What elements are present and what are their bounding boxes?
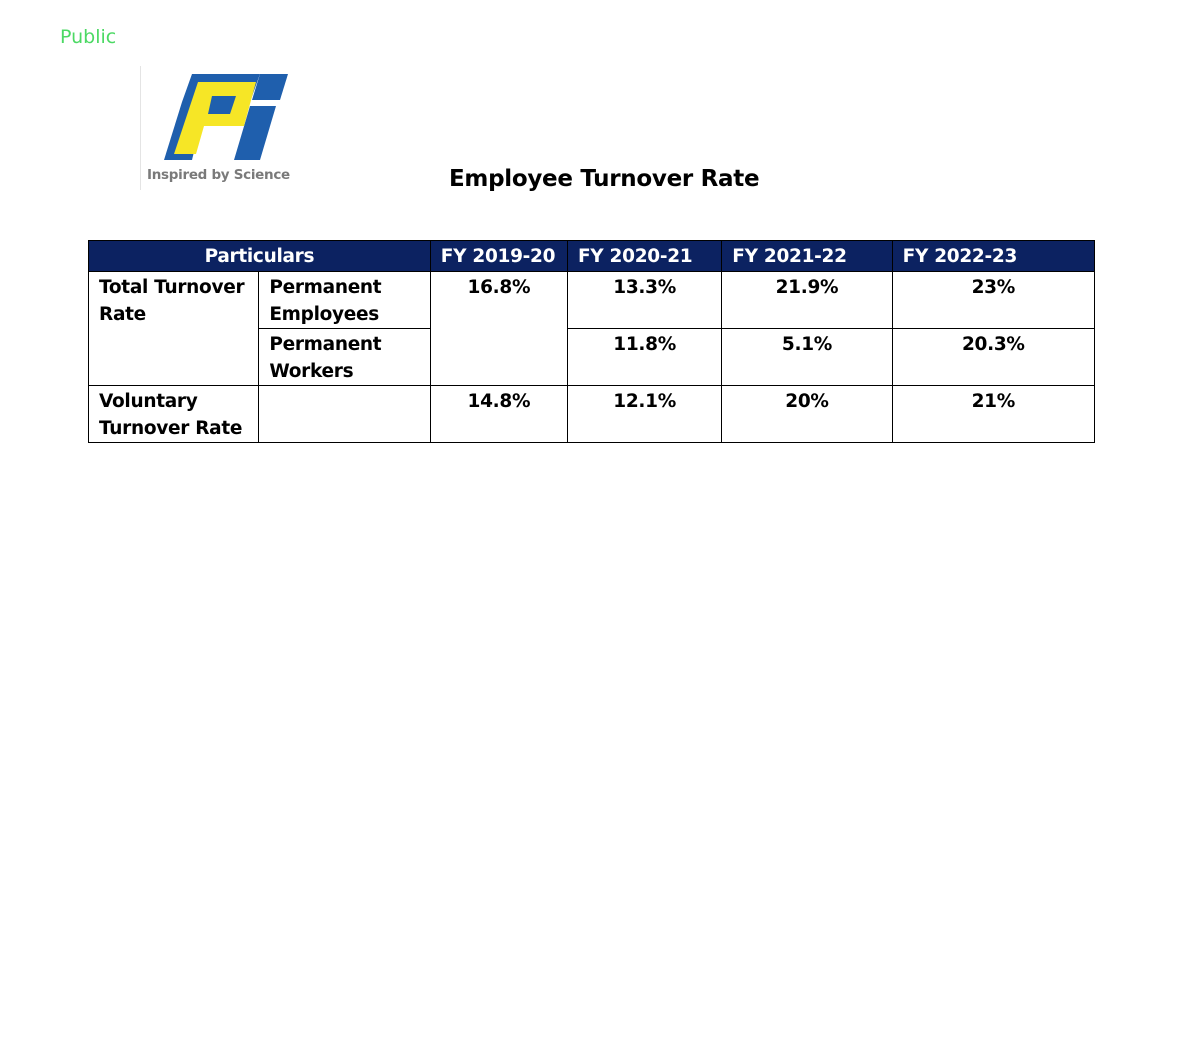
row-label-total-turnover: Total Turnover Rate <box>89 272 259 386</box>
sub-label-voluntary-empty <box>259 386 430 443</box>
company-logo <box>140 66 290 190</box>
table-header-row <box>89 241 1095 272</box>
cell-voluntary-fy-2021-22: 20% <box>722 386 892 443</box>
cell-total-fy-2019-20: 16.8% <box>430 272 567 386</box>
cell-voluntary-fy-2019-20: 14.8% <box>430 386 567 443</box>
header-particulars: Particulars <box>89 241 431 272</box>
header-fy-2020-21: FY 2020-21 <box>567 241 721 272</box>
page-title: Employee Turnover Rate <box>449 166 760 192</box>
cell-employees-fy-2022-23: 23% <box>892 272 1094 329</box>
header-fy-2019-20: FY 2019-20 <box>430 241 567 272</box>
pi-logo-icon <box>164 72 290 164</box>
sub-label-permanent-employees: Permanent Employees <box>259 272 430 329</box>
logo-divider <box>140 66 141 190</box>
classification-label: Public <box>60 26 117 48</box>
logo-tagline: Inspired by Science <box>147 167 290 183</box>
table-row-voluntary-turnover <box>89 386 1095 443</box>
cell-employees-fy-2020-21: 13.3% <box>567 272 721 329</box>
cell-voluntary-fy-2022-23: 21% <box>892 386 1094 443</box>
header-fy-2021-22: FY 2021-22 <box>722 241 892 272</box>
cell-voluntary-fy-2020-21: 12.1% <box>567 386 721 443</box>
sub-label-permanent-workers: Permanent Workers <box>259 329 430 386</box>
cell-workers-fy-2021-22: 5.1% <box>722 329 892 386</box>
cell-employees-fy-2021-22: 21.9% <box>722 272 892 329</box>
table-row-permanent-employees <box>89 272 1095 329</box>
cell-workers-fy-2020-21: 11.8% <box>567 329 721 386</box>
turnover-table <box>88 240 1095 443</box>
row-label-voluntary-turnover: Voluntary Turnover Rate <box>89 386 259 443</box>
cell-workers-fy-2022-23: 20.3% <box>892 329 1094 386</box>
header-fy-2022-23: FY 2022-23 <box>892 241 1094 272</box>
